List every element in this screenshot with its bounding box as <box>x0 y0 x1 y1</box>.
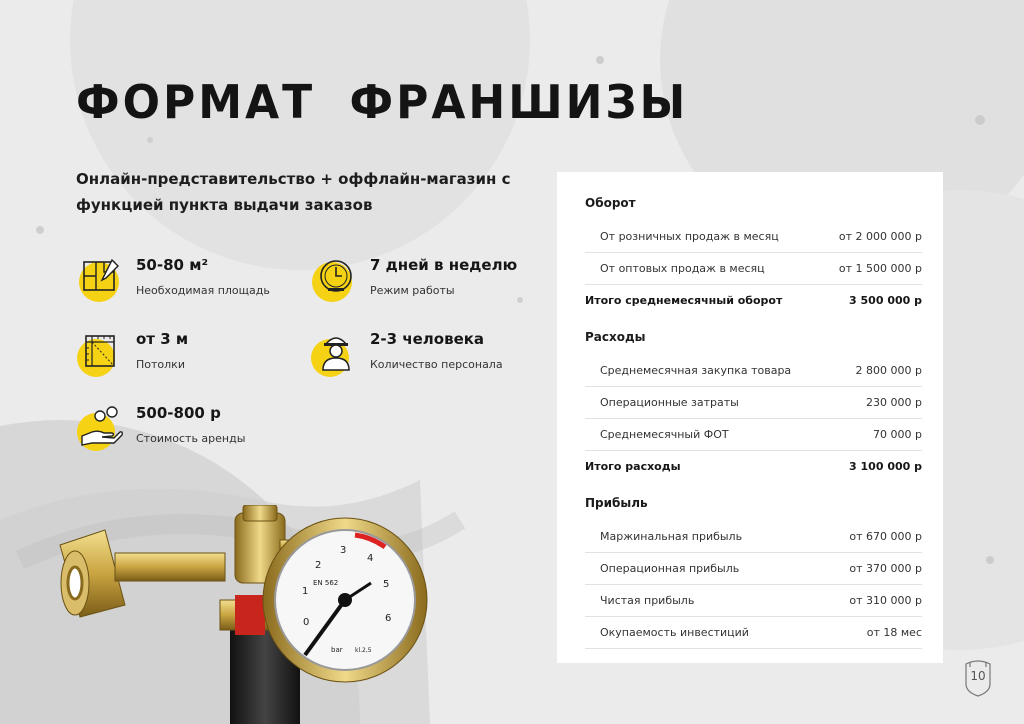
finance-panel <box>557 172 943 663</box>
row-value: от 370 000 р <box>849 562 922 575</box>
row-value: 230 000 р <box>866 396 922 409</box>
table-row <box>585 358 922 387</box>
total-label: Итого расходы <box>585 460 681 473</box>
section-profit-title: Прибыль <box>585 496 648 510</box>
gauge-brand: EN 562 <box>313 579 339 587</box>
row-label: Маржинальная прибыль <box>600 530 743 543</box>
row-label: Окупаемость инвестиций <box>600 626 749 639</box>
table-row <box>585 256 922 285</box>
page-title: ФОРМАТ ФРАНШИЗЫ <box>76 75 689 130</box>
gauge-tick: 0 <box>303 617 310 628</box>
table-row <box>585 556 922 585</box>
total-row <box>585 454 922 482</box>
feature-value: 50-80 м² <box>136 256 209 274</box>
row-value: от 310 000 р <box>849 594 922 607</box>
row-value: 2 800 000 р <box>855 364 922 377</box>
feature-ceiling <box>76 328 296 382</box>
feature-label: Потолки <box>136 358 185 371</box>
row-label: Операционные затраты <box>600 396 739 409</box>
row-label: Среднемесячный ФОТ <box>600 428 729 441</box>
feature-rent <box>76 402 296 456</box>
table-row <box>585 588 922 617</box>
row-label: Операционная прибыль <box>600 562 740 575</box>
row-label: От розничных продаж в месяц <box>600 230 779 243</box>
gauge-grade: kl.2,5 <box>355 647 372 654</box>
ceiling-height-icon <box>76 328 128 380</box>
gauge-unit: bar <box>331 646 343 654</box>
row-value: от 670 000 р <box>849 530 922 543</box>
total-label: Итого среднемесячный оборот <box>585 294 783 307</box>
gauge-tick: 5 <box>383 579 390 590</box>
gauge-tick: 6 <box>385 613 392 624</box>
feature-label: Стоимость аренды <box>136 432 246 445</box>
feature-area <box>76 254 296 308</box>
feature-label: Количество персонала <box>370 358 503 371</box>
page-number-badge <box>962 658 994 698</box>
row-label: От оптовых продаж в месяц <box>600 262 765 275</box>
feature-staff <box>310 328 530 382</box>
clock-icon <box>310 254 362 306</box>
row-value: от 2 000 000 р <box>838 230 922 243</box>
gauge-tick: 1 <box>302 586 309 597</box>
feature-label: Режим работы <box>370 284 455 297</box>
table-row <box>585 422 922 451</box>
row-label: Чистая прибыль <box>600 594 695 607</box>
section-turnover-title: Оборот <box>585 196 636 210</box>
table-row <box>585 620 922 649</box>
gas-regulator-illustration <box>55 505 475 724</box>
gauge-tick: 3 <box>340 545 347 556</box>
table-row <box>585 524 922 553</box>
gauge-tick: 2 <box>315 560 322 571</box>
floor-plan-icon <box>76 254 128 306</box>
row-value: от 18 мес <box>866 626 922 639</box>
feature-value: 7 дней в неделю <box>370 256 518 274</box>
format-subtitle: Онлайн-представительство + оффлайн-магазин с функцией пункта выдачи заказов <box>76 170 511 214</box>
feature-value: 2-3 человека <box>370 330 485 348</box>
feature-value: от 3 м <box>136 330 189 348</box>
row-value: 70 000 р <box>873 428 922 441</box>
total-value: 3 100 000 р <box>849 460 922 473</box>
total-row <box>585 288 922 316</box>
section-expenses-title: Расходы <box>585 330 646 344</box>
table-row <box>585 390 922 419</box>
table-row <box>585 224 922 253</box>
row-value: от 1 500 000 р <box>838 262 922 275</box>
row-label: Среднемесячная закупка товара <box>600 364 792 377</box>
page-number: 10 <box>970 669 986 683</box>
rent-cost-icon <box>76 402 128 454</box>
gauge-tick: 4 <box>367 553 374 564</box>
feature-schedule <box>310 254 530 308</box>
feature-value: 500-800 р <box>136 404 221 422</box>
total-value: 3 500 000 р <box>849 294 922 307</box>
worker-icon <box>310 328 362 380</box>
feature-label: Необходимая площадь <box>136 284 270 297</box>
